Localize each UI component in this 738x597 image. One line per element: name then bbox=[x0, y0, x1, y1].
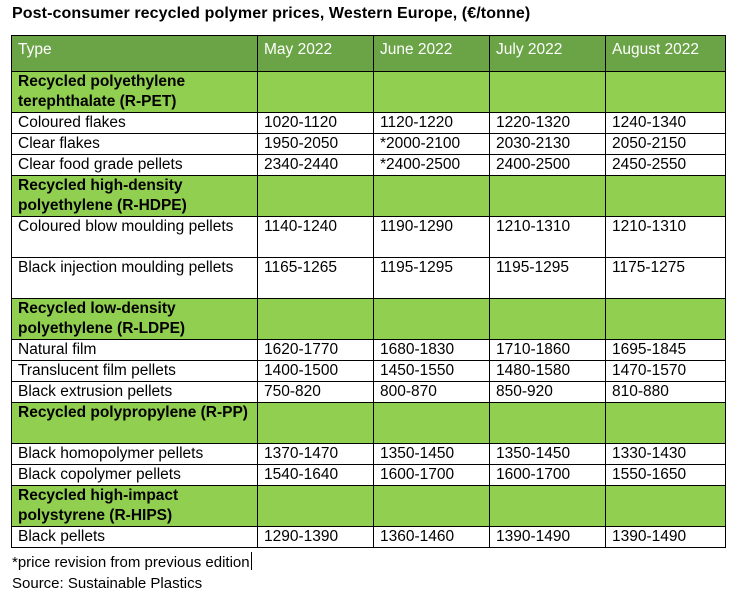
price-cell: 1470-1570 bbox=[606, 361, 726, 382]
empty-cell bbox=[490, 176, 606, 217]
price-cell: 1390-1490 bbox=[606, 527, 726, 548]
price-cell: 1210-1310 bbox=[490, 217, 606, 258]
type-cell: Black pellets bbox=[12, 527, 258, 548]
column-header-type: Type bbox=[12, 36, 258, 72]
table-row bbox=[12, 361, 726, 382]
text-cursor bbox=[251, 552, 252, 570]
column-header-may-2022: May 2022 bbox=[258, 36, 374, 72]
table-row bbox=[12, 113, 726, 134]
table-row bbox=[12, 444, 726, 465]
price-table bbox=[11, 35, 726, 548]
price-cell: 1370-1470 bbox=[258, 444, 374, 465]
table-row bbox=[12, 382, 726, 403]
price-cell: 1620-1770 bbox=[258, 340, 374, 361]
empty-cell bbox=[606, 176, 726, 217]
empty-cell bbox=[606, 299, 726, 340]
type-cell: Natural film bbox=[12, 340, 258, 361]
section-row-r-hdpe bbox=[12, 176, 726, 217]
section-row-r-hips bbox=[12, 486, 726, 527]
price-cell: 800-870 bbox=[374, 382, 490, 403]
price-cell: 1210-1310 bbox=[606, 217, 726, 258]
footnote-text: *price revision from previous edition bbox=[12, 554, 250, 571]
table-row bbox=[12, 217, 726, 258]
price-cell: 1680-1830 bbox=[374, 340, 490, 361]
price-cell: 1390-1490 bbox=[490, 527, 606, 548]
price-cell: 1120-1220 bbox=[374, 113, 490, 134]
empty-cell bbox=[490, 72, 606, 113]
price-cell: 1950-2050 bbox=[258, 134, 374, 155]
table-row bbox=[12, 527, 726, 548]
price-cell: 1220-1320 bbox=[490, 113, 606, 134]
empty-cell bbox=[490, 299, 606, 340]
price-cell: 1350-1450 bbox=[374, 444, 490, 465]
price-cell: 750-820 bbox=[258, 382, 374, 403]
type-cell: Black extrusion pellets bbox=[12, 382, 258, 403]
empty-cell bbox=[606, 403, 726, 444]
price-cell: 1020-1120 bbox=[258, 113, 374, 134]
price-cell: 1480-1580 bbox=[490, 361, 606, 382]
footnote[interactable] bbox=[12, 552, 252, 571]
table-row bbox=[12, 134, 726, 155]
price-cell: 2050-2150 bbox=[606, 134, 726, 155]
price-cell: *2400-2500 bbox=[374, 155, 490, 176]
price-cell: 1360-1460 bbox=[374, 527, 490, 548]
empty-cell bbox=[374, 299, 490, 340]
column-header-june-2022: June 2022 bbox=[374, 36, 490, 72]
empty-cell bbox=[606, 486, 726, 527]
empty-cell bbox=[258, 486, 374, 527]
price-cell: 2400-2500 bbox=[490, 155, 606, 176]
type-cell: Black injection moulding pellets bbox=[12, 258, 258, 299]
section-heading: Recycled high-density polyethylene (R-HDPE) bbox=[12, 176, 258, 217]
empty-cell bbox=[258, 299, 374, 340]
price-cell: 1195-1295 bbox=[374, 258, 490, 299]
empty-cell bbox=[374, 72, 490, 113]
type-cell: Translucent film pellets bbox=[12, 361, 258, 382]
price-cell: 1550-1650 bbox=[606, 465, 726, 486]
price-cell: 1175-1275 bbox=[606, 258, 726, 299]
table-row bbox=[12, 340, 726, 361]
type-cell: Black homopolymer pellets bbox=[12, 444, 258, 465]
table-row bbox=[12, 465, 726, 486]
table-header-row bbox=[12, 36, 726, 72]
price-cell: 1540-1640 bbox=[258, 465, 374, 486]
price-cell: 810-880 bbox=[606, 382, 726, 403]
column-header-july-2022: July 2022 bbox=[490, 36, 606, 72]
price-cell: 1600-1700 bbox=[374, 465, 490, 486]
price-cell: 1330-1430 bbox=[606, 444, 726, 465]
section-row-r-ldpe bbox=[12, 299, 726, 340]
empty-cell bbox=[374, 176, 490, 217]
empty-cell bbox=[490, 486, 606, 527]
section-heading: Recycled high-impact polystyrene (R-HIPS) bbox=[12, 486, 258, 527]
type-cell: Clear flakes bbox=[12, 134, 258, 155]
type-cell: Clear food grade pellets bbox=[12, 155, 258, 176]
empty-cell bbox=[258, 72, 374, 113]
table-row bbox=[12, 258, 726, 299]
type-cell: Black copolymer pellets bbox=[12, 465, 258, 486]
empty-cell bbox=[490, 403, 606, 444]
page-title: Post-consumer recycled polymer prices, Western Europe, (€/tonne) bbox=[12, 5, 531, 22]
section-heading: Recycled polypropylene (R-PP) bbox=[12, 403, 258, 444]
empty-cell bbox=[258, 403, 374, 444]
table-row bbox=[12, 155, 726, 176]
price-cell: 1190-1290 bbox=[374, 217, 490, 258]
section-row-r-pp bbox=[12, 403, 726, 444]
price-cell: 2340-2440 bbox=[258, 155, 374, 176]
price-cell: 1140-1240 bbox=[258, 217, 374, 258]
price-cell: 2450-2550 bbox=[606, 155, 726, 176]
price-cell: 1165-1265 bbox=[258, 258, 374, 299]
price-cell: *2000-2100 bbox=[374, 134, 490, 155]
type-cell: Coloured flakes bbox=[12, 113, 258, 134]
price-cell: 2030-2130 bbox=[490, 134, 606, 155]
price-cell: 1695-1845 bbox=[606, 340, 726, 361]
price-cell: 1450-1550 bbox=[374, 361, 490, 382]
source-note: Source: Sustainable Plastics bbox=[12, 575, 203, 592]
price-cell: 1710-1860 bbox=[490, 340, 606, 361]
price-cell: 1290-1390 bbox=[258, 527, 374, 548]
price-cell: 1240-1340 bbox=[606, 113, 726, 134]
price-cell: 850-920 bbox=[490, 382, 606, 403]
type-cell: Coloured blow moulding pellets bbox=[12, 217, 258, 258]
empty-cell bbox=[374, 486, 490, 527]
price-cell: 1600-1700 bbox=[490, 465, 606, 486]
section-row-r-pet bbox=[12, 72, 726, 113]
price-cell: 1400-1500 bbox=[258, 361, 374, 382]
column-header-august-2022: August 2022 bbox=[606, 36, 726, 72]
empty-cell bbox=[606, 72, 726, 113]
price-cell: 1350-1450 bbox=[490, 444, 606, 465]
section-heading: Recycled low-density polyethylene (R-LDPE) bbox=[12, 299, 258, 340]
empty-cell bbox=[374, 403, 490, 444]
price-cell: 1195-1295 bbox=[490, 258, 606, 299]
empty-cell bbox=[258, 176, 374, 217]
section-heading: Recycled polyethylene terephthalate (R-PET) bbox=[12, 72, 258, 113]
